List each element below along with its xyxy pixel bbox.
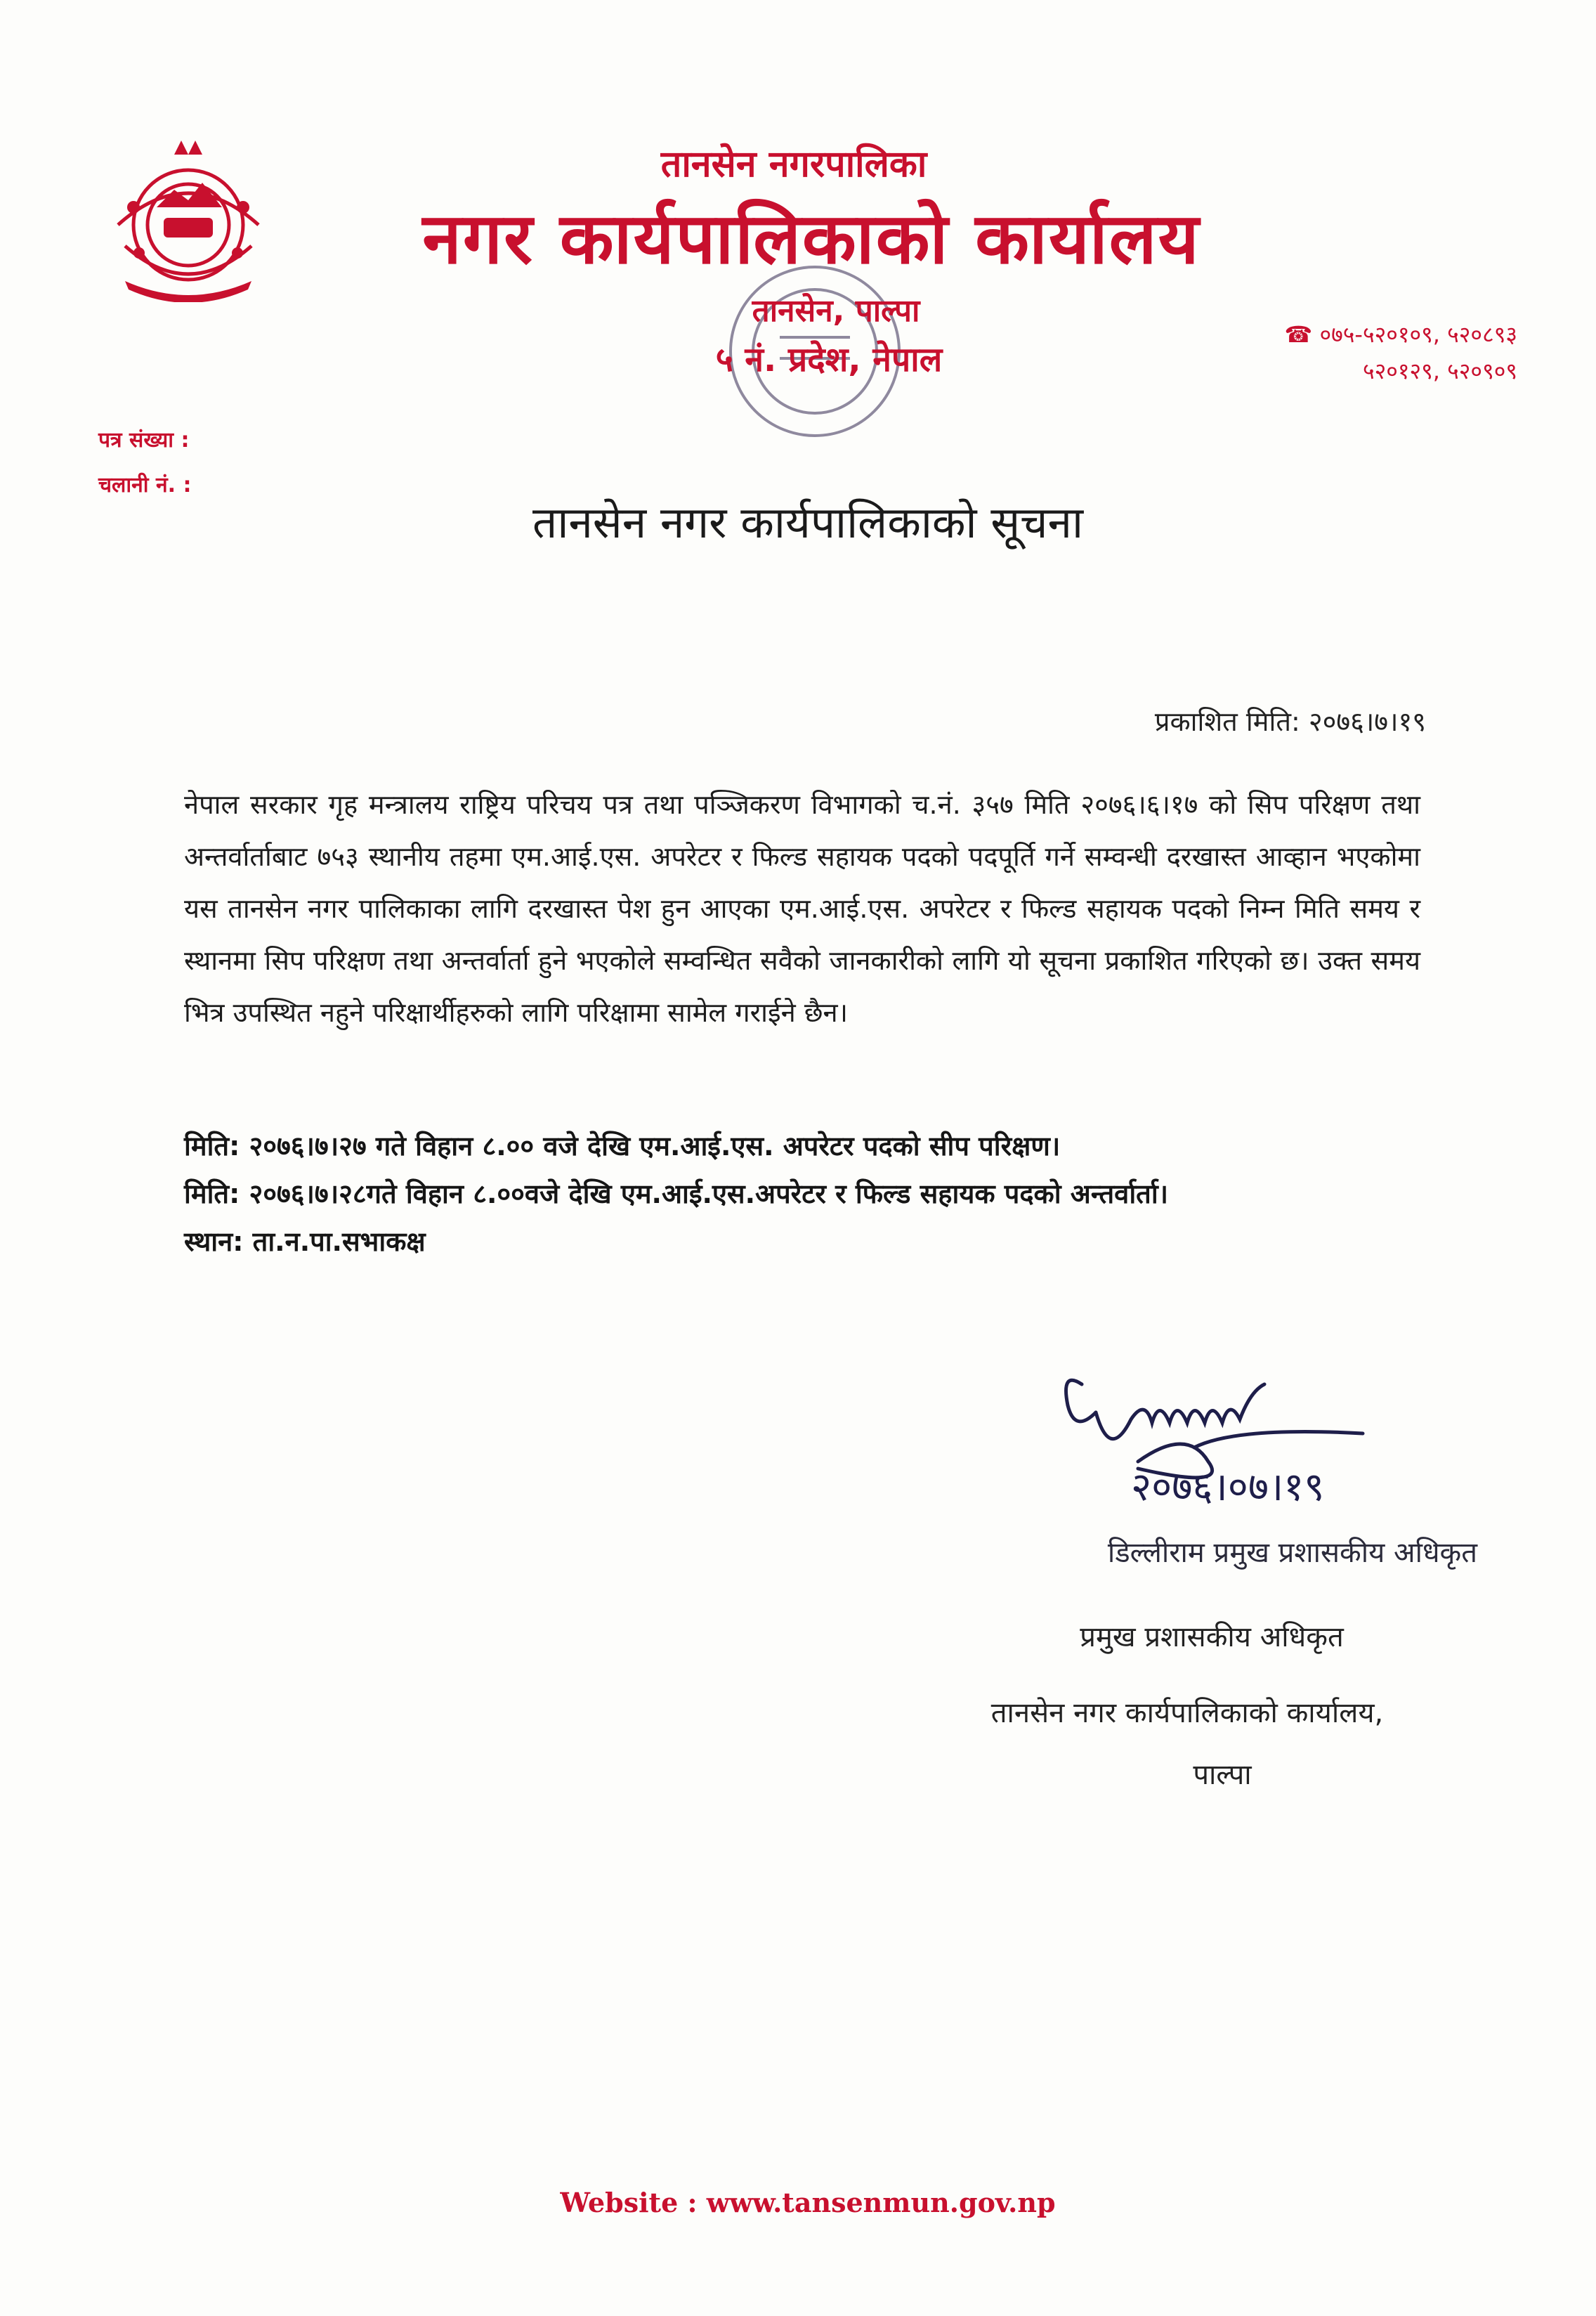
phone-line-2: ५२०१२९, ५२०९०९ [1362,358,1517,384]
signatory-place: पाल्पा [1193,1759,1252,1791]
website-link[interactable]: Website : www.tansenmun.gov.np [560,2187,1056,2218]
phone-numbers [1208,316,1517,389]
nepal-emblem-icon [97,141,280,302]
schedule-interview: मिति: २०७६।७।२८गते विहान ८.००वजे देखि एम.आई.एस.अपरेटर र फिल्ड सहायक पदको अन्तर्वार्ता। [184,1178,1169,1209]
signatory-designation: प्रमुख प्रशासकीय अधिकृत [1080,1621,1344,1653]
handwritten-date: २०७६।०७।१९ [1131,1464,1325,1510]
office-province: ५ नं. प्रदेश, नेपाल [715,340,943,379]
published-date: प्रकाशित मिति: २०७६।७।१९ [1154,706,1426,737]
signatory-name-stamp: डिल्लीराम प्रमुख प्रशासकीय अधिकृत [1107,1537,1478,1569]
venue: स्थान: ता.न.पा.सभाकक्ष [184,1226,426,1257]
office-name: नगर कार्यपालिकाको कार्यालय [422,197,1201,280]
notice-body: नेपाल सरकार गृह मन्त्रालय राष्ट्रिय परिचय पत्र तथा पञ्जिकरण विभागको च.नं. ३५७ मिति २०७६।६।१७ को सिप परिक्षण तथा अन्तर्वार्ताबाट ७५३ स्थानीय तहमा एम.आई.एस. अपरेटर र फिल्ड सहायक पदको पदपूर्ति गर्ने सम्वन्धी दरखास्त आव्हान भएकोमा यस तानसेन नगर पालिकाका लागि दरखास्त पेश हुन आएका एम.आई.एस. अपरेटर र फिल्ड सहायक पदको निम्न मिति समय र स्थानमा सिप परिक्षण तथा अन्तर्वार्ता हुने भएकोले सम्वन्धित सवैको जानकारीको लागि यो सूचना प्रकाशित गरिएको छ। उक्त समय भित्र उपस्थित नहुने परिक्षार्थीहरुको लागि परिक्षामा सामेल गराईने छैन। [184,789,1420,1028]
office-city: तानसेन, पाल्पा [752,293,920,329]
signatory-office: तानसेन नगर कार्यपालिकाको कार्यालय, [990,1697,1384,1729]
letter-number-label: पत्र संख्या : [98,428,190,453]
dispatch-number-label: चलानी नं. : [98,473,192,497]
schedule-skill-test: मिति: २०७६।७।२७ गते विहान ८.०० वजे देखि एम.आई.एस. अपरेटर पदको सीप परिक्षण। [184,1131,1061,1162]
notice-title: तानसेन नगर कार्यपालिकाको सूचना [532,497,1084,548]
municipality-name: तानसेन नगरपालिका [660,143,927,186]
phone-line-1: ☎ ०७५-५२०१०९, ५२०८९३ [1284,321,1517,348]
